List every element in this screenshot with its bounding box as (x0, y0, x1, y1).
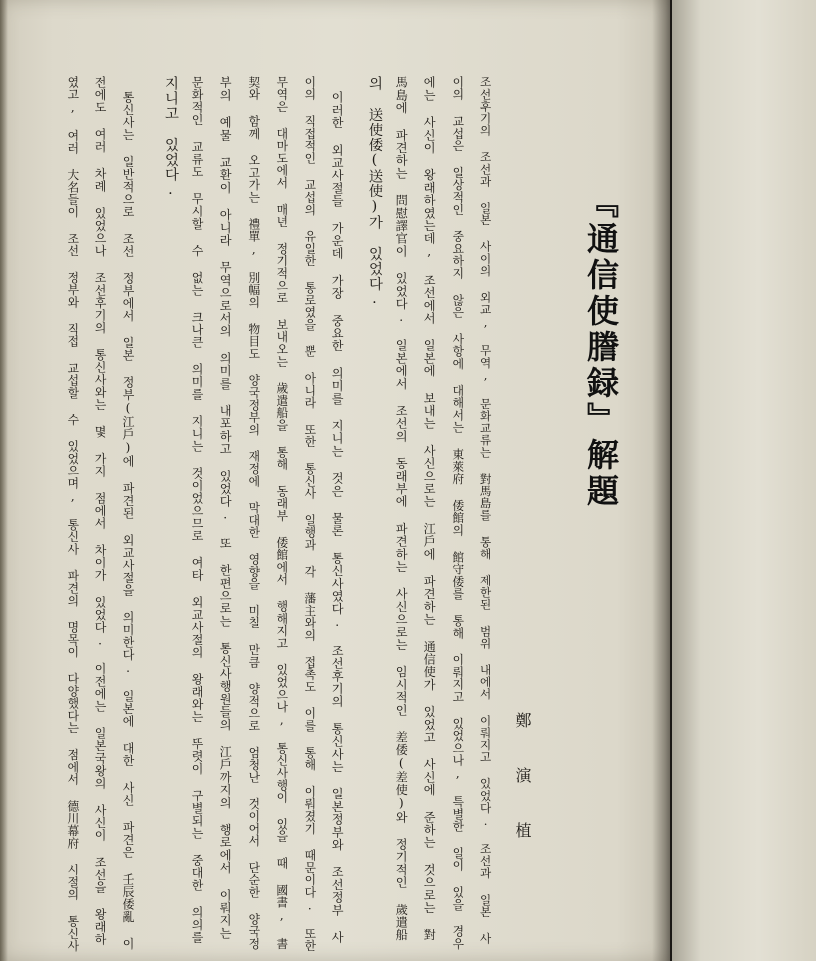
adjacent-page (672, 0, 816, 961)
author-name: 鄭 演 植 (513, 712, 532, 848)
text-column: 이의 교섭은 일상적인 중요하지 않은 사항에 대해서는 東萊府 倭館의 館守倭를 통해 이뤄지고 있었으나, 특별한 일이 있을 경우 (450, 76, 465, 950)
text-column: 였고, 여러 大名들이 조선 정부와 직접 교섭할 수 있었으며, 통신사 파견의 명목이 다양했다는 점에서 德川幕府 시절의 통신사 (65, 76, 80, 952)
text-column: 무역은 대마도에서 매년 정기적으로 보내오는 歲遣船을 통해 동래부 倭館에서 행해지고 있었으나, 통신사행이 있을 때 國書, 書 (274, 76, 289, 950)
text-column: 契와 함께 오고가는 禮單, 別幅의 物目도 양국정부의 재정에 막대한 영향을 미칠 만큼 양적으로 엄청난 것이어서 단순한 양국정 (246, 76, 261, 950)
text-column: 전에도 여러 차례 있었으나 조선후기의 통신사와는 몇 가지 점에서 차이가 있었다. 이전에는 일본국왕의 사신이 조선을 왕래하 (93, 76, 107, 946)
text-column: 통신사는 일반적으로 조선 정부에서 일본 정부(江戶)에 파견된 외교사절을 의미한다. 일본에 대한 사신 파견은 壬辰倭亂 이 (121, 91, 135, 950)
text-column: 부의 예물 교환이 아니라 무역으로서의 의미를 내포하고 있었다. 또 한편으로는 통신사행원들의 江戶까지의 행로에서 이뤄지는 (218, 76, 233, 940)
page-edge-shadow (0, 0, 8, 961)
text-column: 이의 직접적인 교섭의 유일한 통로였을 뿐 아니라 또한 통신사 일행과 각 藩主와의 접촉도 이를 통해 이뤄졌기 때문이다. 또한 (302, 76, 317, 952)
text-column: 지니고 있었다. (162, 76, 179, 199)
text-column: 에는 사신이 왕래하였는데, 조선에서 일본에 보내는 사신으로는 江戶에 파견하는 通信使가 있었고 사신에 준하는 것으로는 對 (422, 76, 437, 942)
document-title: 『通信使謄録』解題 (582, 186, 620, 510)
text-column: 의 送使倭(送使)가 있었다. (366, 76, 383, 308)
text-column: 馬島에 파견하는 問慰譯官이 있었다. 일본에서 조선의 동래부에 파견하는 사신으로는 임시적인 差倭(差使)와 정기적인 歲遣船 (394, 76, 409, 942)
text-column: 이러한 외교사절들 가운데 가장 중요한 의미를 지니는 것은 물론 통신사였다. 조선후기의 통신사는 일본정부와 조선정부 사 (330, 91, 345, 944)
text-column: 조선후기의 조선과 일본 사이의 외교, 무역, 문화교류는 對馬島를 통해 제한된 범위 내에서 이뤄지고 있었다. 조선과 일본 사 (478, 76, 493, 945)
text-column: 문화적인 교류도 무시할 수 없는 크나큰 의미를 지니는 것이었으므로 여타 외교사절의 왕래와는 뚜렷이 구별되는 중대한 의의를 (190, 76, 204, 944)
book-gutter (652, 0, 674, 961)
